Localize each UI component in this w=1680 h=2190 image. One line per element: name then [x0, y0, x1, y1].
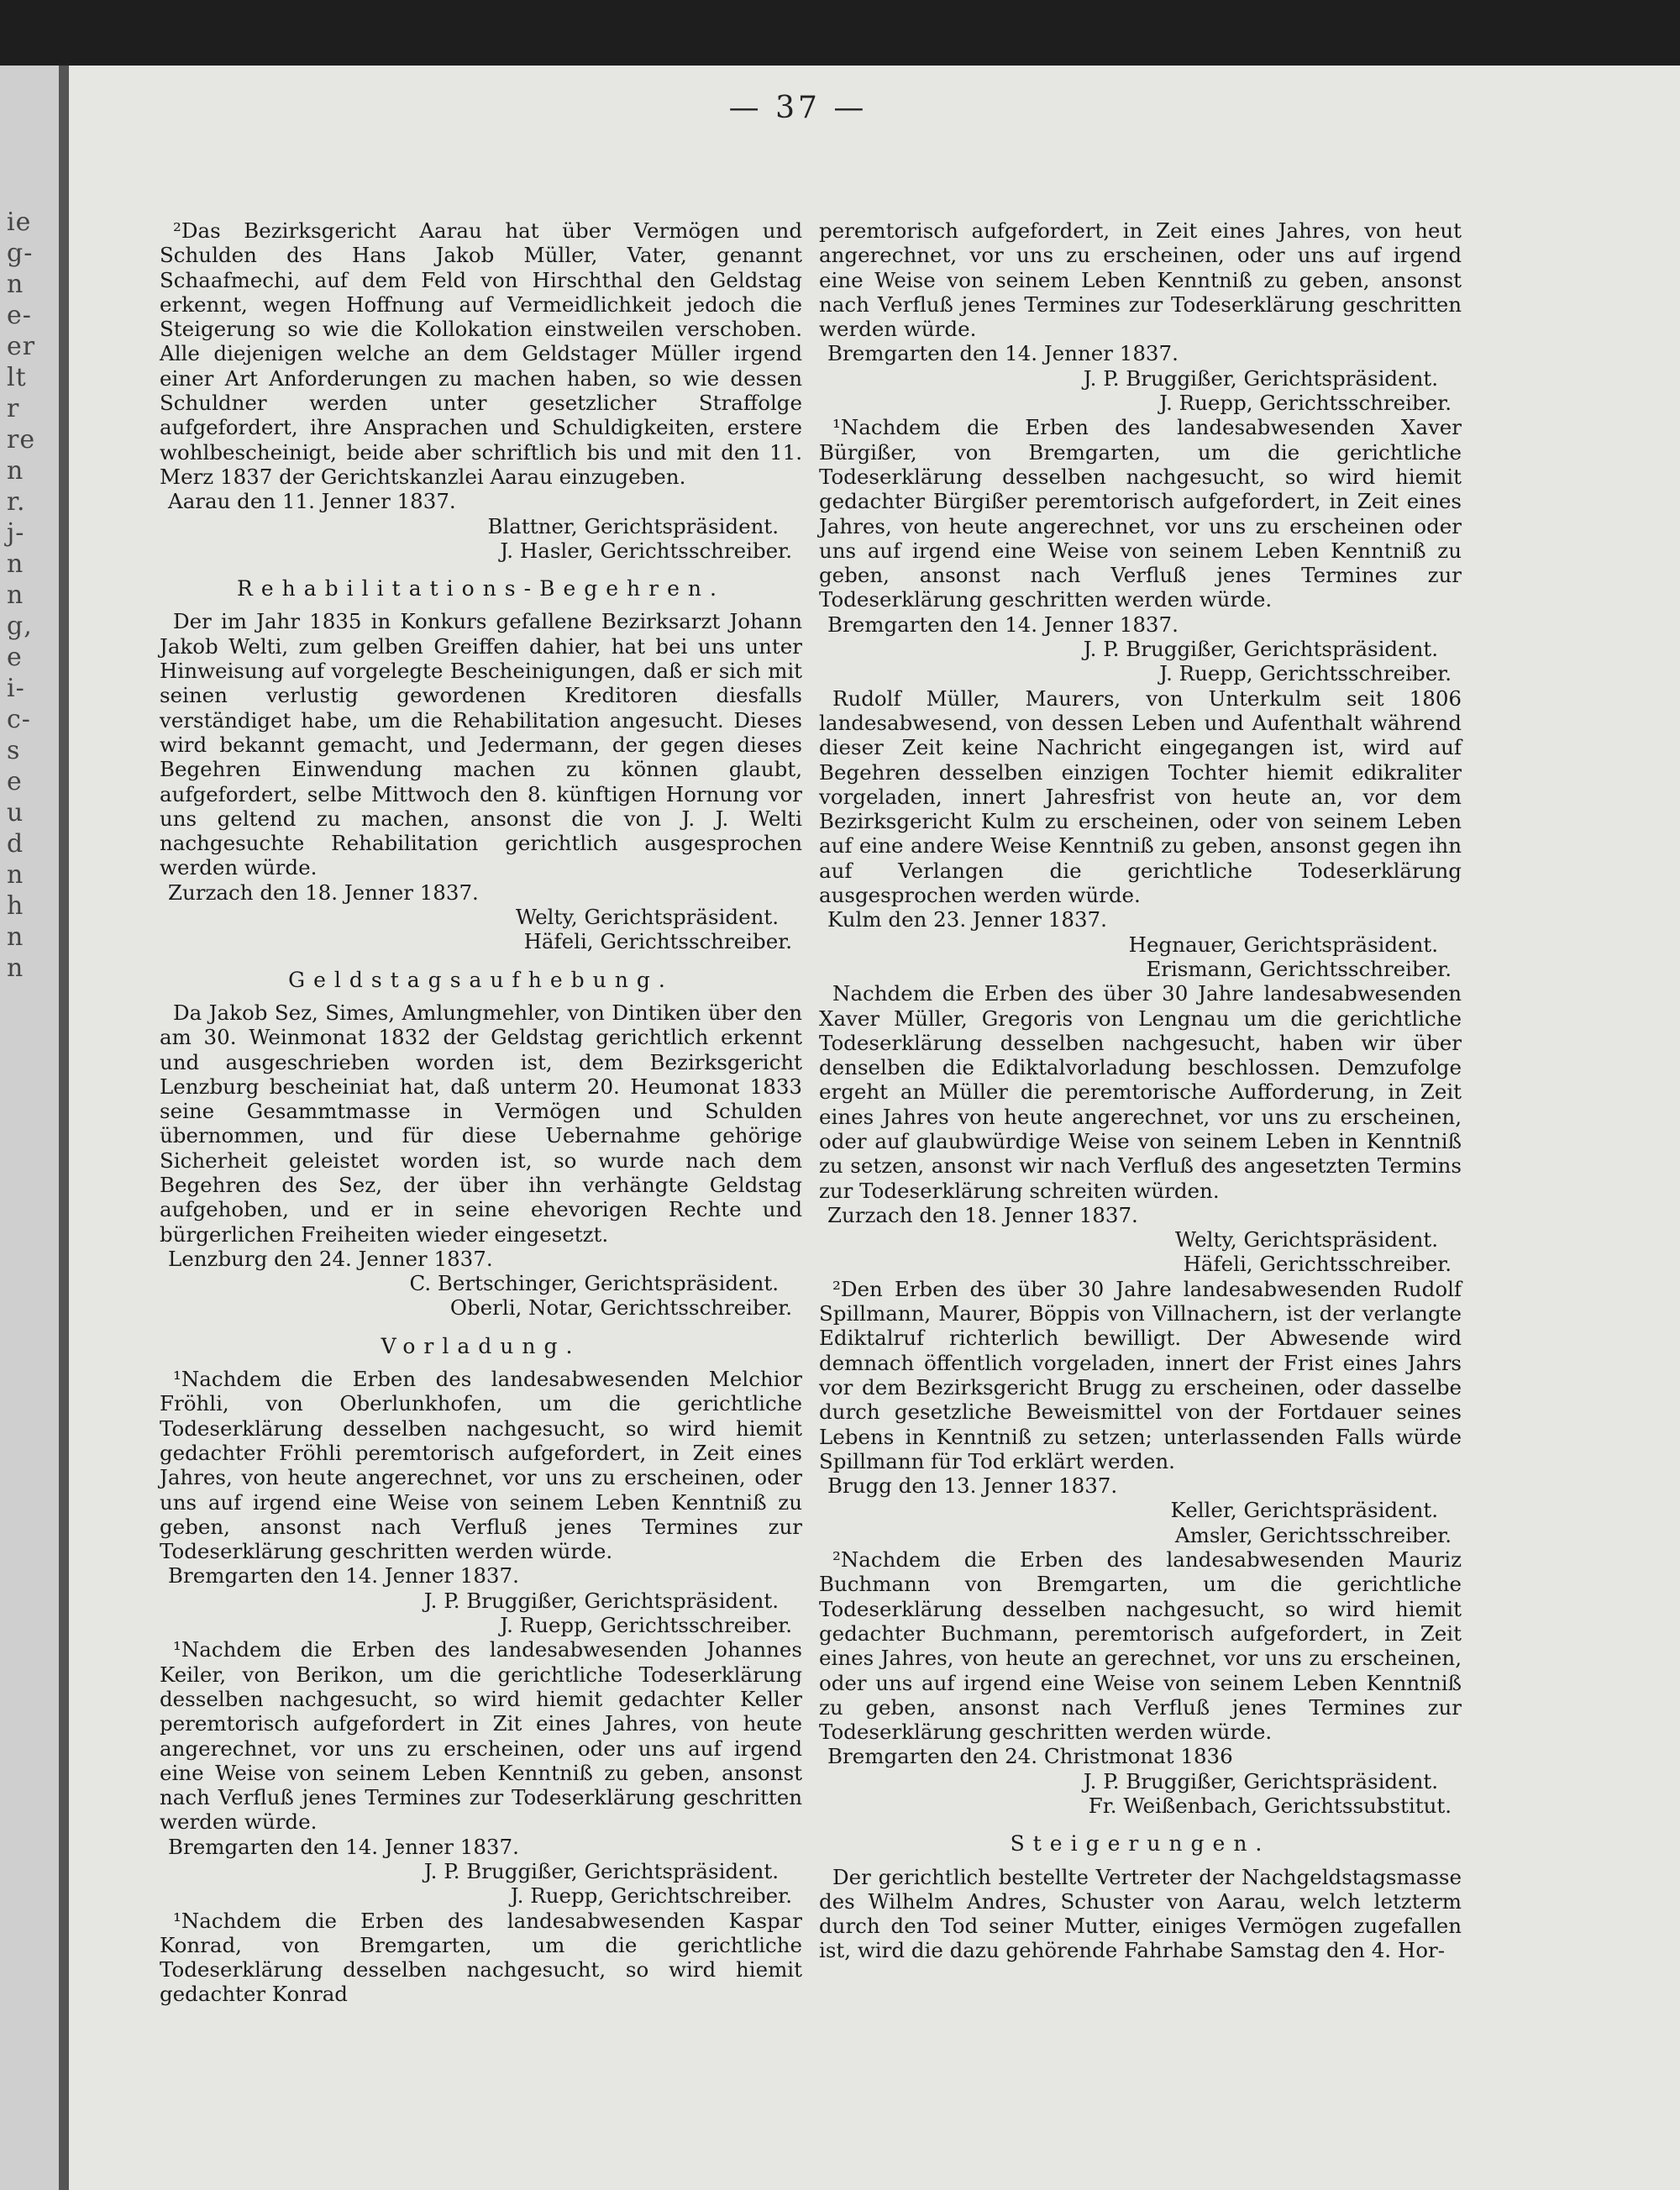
notice-text: Nachdem die Erben des über 30 Jahre landesabwesenden Xaver Müller, Gregoris von Lengnau um die gerichtliche Todeserklärung desselben nachgesucht, haben wir über denselben die Ediktalvorladung beschlossen. Demzufolge ergeht an Müller die peremtorische Aufforderung, in Zeit eines Jahres von heute angerechnet, vor uns zu erscheinen, oder auf glaubwürdige Weise von seinem Leben in Kenntniß zu setzen, ansonst wir nach Verfluß des angesetzten Termins zur Todeserklärung schreiten würden.: [819, 981, 1462, 1203]
adjacent-page-fragment: h: [7, 891, 24, 921]
adjacent-page-fragment: r: [7, 394, 20, 423]
adjacent-page-fragment: c-: [7, 705, 31, 734]
notice-place-date: Brugg den 13. Jenner 1837.: [827, 1473, 1118, 1499]
notice-text: Rudolf Müller, Maurers, von Unterkulm seit 1806 landesabwesend, von dessen Leben und Aufenthalt während dieser Zeit keine Nachricht eingegangen ist, wird auf Begehren desselben einzigen Tochter hiemit edikraliter vorgeladen, innert Jahresfrist von heute an, vor dem Bezirksgericht Kulm zu erscheinen, oder von seinem Leben auf eine andere Weise Kenntniß zu geben, ansonst gegen ihn auf Verlangen die gerichtliche Todeserklärung ausgesprochen werden würde.: [819, 685, 1462, 908]
notice-signature: J. P. Bruggißer, Gerichtspräsident.: [1083, 637, 1438, 662]
notice-signature: Erismann, Gerichtsschreiber.: [1146, 956, 1452, 981]
adjacent-page-fragment: n: [7, 270, 24, 299]
adjacent-page-fragment: n: [7, 549, 24, 579]
notice-signature: J. P. Bruggißer, Gerichtspräsident.: [423, 1859, 779, 1883]
notice-place-date: Kulm den 23. Jenner 1837.: [827, 907, 1107, 932]
notice-signature: J. Ruepp, Gerichtschreiber.: [510, 1883, 792, 1909]
adjacent-page-fragment: n: [7, 456, 24, 486]
notice-signature: J. P. Bruggißer, Gerichtspräsident.: [1083, 365, 1438, 391]
notice-text: ²Nachdem die Erben des landesabwesenden Mauriz Buchmann von Bremgarten, um die gerichtliche Todeserklärung desselben nachgesucht, so wird hiemit gedachter Buchmann, peremtorisch aufgefordert, in Zeit eines Jahres, von heute an gerechnet, vor uns zu erscheinen, oder uns auf irgend eine Weise von seinem Leben Kenntniß zu geben, ansonst nach Verfluß jenes Termines zur Todeserklärung geschritten werden würde.: [819, 1547, 1462, 1745]
notice-signature: Häfeli, Gerichtsschreiber.: [523, 929, 792, 954]
left-column: [160, 218, 802, 2007]
scan-top-border: [0, 0, 1680, 66]
notice-signature: Oberli, Notar, Gerichtsschreiber.: [449, 1295, 792, 1321]
notice-signature: Keller, Gerichtspräsident.: [1170, 1498, 1438, 1523]
adjacent-page-fragment: er: [7, 332, 36, 361]
adjacent-page-fragment: re: [7, 425, 36, 454]
adjacent-page-fragment: e-: [7, 301, 32, 330]
section-heading: Geldstagsaufhebung.: [288, 967, 674, 992]
notice-text: Der im Jahr 1835 in Konkurs gefallene Bezirksarzt Johann Jakob Welti, zum gelben Greiffen dahier, hat bei uns unter Hinweisung auf vorgelegte Bescheinigungen, daß er sich mit seinen verlustig gewordenen Kreditoren diesfalls verständiget habe, um die Rehabilitation angesucht. Dieses wird bekannt gemacht, und Jedermann, der gegen dieses Begehren Einwendung machen zu können glaubt, aufgefordert, selbe Mittwoch den 8. künftigen Hornung vor uns geltend zu machen, ansonst die von J. J. Welti nachgesuchte Rehabilitation gerichtlich ausgesprochen werden würde.: [160, 609, 802, 880]
adjacent-page-fragment: d: [7, 829, 24, 859]
notice-text: ¹Nachdem die Erben des landesabwesenden Johannes Keiler, von Berikon, um die gerichtliche Todeserklärung desselben nachgesucht, so wird hiemit gedachter Keller peremtorisch aufgefordert in Zit eines Jahres, von heute angerechnet, vor uns zu erscheinen, oder uns auf irgend eine Weise von seinem Leben Kenntniß zu geben, ansonst nach Verfluß jenes Termines zur Todeserklärung geschritten werden würde.: [160, 1637, 802, 1835]
adjacent-page-fragment: lt: [7, 363, 27, 392]
notice-place-date: Aarau den 11. Jenner 1837.: [168, 489, 456, 514]
adjacent-page-fragment: n: [7, 860, 24, 890]
notice-signature: J. Ruepp, Gerichtsschreiber.: [500, 1613, 792, 1638]
adjacent-page-fragment: g,: [7, 612, 33, 641]
notice-signature: Blattner, Gerichtspräsident.: [487, 513, 779, 538]
adjacent-page-fragment: j-: [7, 518, 25, 548]
notice-signature: J. Ruepp, Gerichtsschreiber.: [1159, 661, 1452, 686]
notice-text: ¹Nachdem die Erben des landesabwesenden Kaspar Konrad, von Bremgarten, um die gerichtliche Todeserklärung desselben nachgesucht, so wird hiemit gedachter Konrad: [160, 1908, 802, 2007]
adjacent-page-fragment: n: [7, 922, 24, 952]
adjacent-page-fragment: s: [7, 736, 21, 765]
notice-signature: J. Ruepp, Gerichtsschreiber.: [1159, 391, 1452, 416]
adjacent-page-edge: [0, 66, 59, 2190]
adjacent-page-fragment: r.: [7, 487, 26, 517]
notice-place-date: Bremgarten den 14. Jenner 1837.: [827, 341, 1179, 366]
notice-text: ¹Nachdem die Erben des landesabwesenden Melchior Fröhli, von Oberlunkhofen, um die gerichtliche Todeserklärung desselben nachgesucht, so wird hiemit gedachter Fröhli peremtorisch aufgefordert, in Zeit eines Jahres, von heute angerechnet, vor uns zu erscheinen, oder uns auf irgend eine Weise von seinem Leben Kenntniß zu geben, ansonst nach Verfluß jenes Termines zur Todeserklärung geschritten werden würde.: [160, 1367, 802, 1564]
adjacent-page-fragment: e: [7, 643, 23, 672]
notice-text: Der gerichtlich bestellte Vertreter der Nachgeldstagsmasse des Wilhelm Andres, Schuster von Aarau, welch letzterm durch den Tod seiner Mutter, einiges Vermögen zugefallen ist, wird die dazu gehörende Fahrhabe Samstag den 4. Hor-: [819, 1864, 1462, 1963]
adjacent-page-fragment: u: [7, 798, 24, 827]
adjacent-page-fragment: n: [7, 580, 24, 610]
section-heading: Vorladung.: [381, 1333, 581, 1358]
section-heading: Rehabilitations-Begehren.: [237, 576, 725, 601]
notice-text: ²Das Bezirksgericht Aarau hat über Vermögen und Schulden des Hans Jakob Müller, Vater, genannt Schaafmechi, auf dem Feld von Hirschthal den Geldstag erkennt, wegen Hoffnung auf Vermeidlichkeit jedoch die Steigerung so wie die Kollokation einstweilen verschoben. Alle diejenigen welche an dem Geldstager Müller irgend einer Art Anforderungen zu machen haben, so wie dessen Schuldner werden unter gesetzlicher Straffolge aufgefordert, ihre Ansprachen und Schuldigkeiten, erstere wohlbescheinigt, beide aber schriftlich bis und mit den 11. Merz 1837 der Gerichtskanzlei Aarau einzugeben.: [160, 218, 802, 489]
notice-place-date: Zurzach den 18. Jenner 1837.: [168, 880, 479, 905]
notice-signature: C. Bertschinger, Gerichtspräsident.: [409, 1271, 779, 1296]
adjacent-page-fragment: n: [7, 953, 24, 983]
notice-signature: Amsler, Gerichtsschreiber.: [1174, 1522, 1452, 1547]
notice-place-date: Bremgarten den 24. Christmonat 1836: [827, 1744, 1233, 1769]
section-heading: Steigerungen.: [1010, 1831, 1271, 1857]
adjacent-page-fragment: e: [7, 767, 23, 796]
notice-text: Da Jakob Sez, Simes, Amlungmehler, von Dintiken über den am 30. Weinmonat 1832 der Geldstag gerichtlich erkennt und ausgeschrieben worden ist, dem Bezirksgericht Lenzburg bescheiniat hat, daß unterm 20. Heumonat 1833 seine Gesammtmasse in Vermögen und Schulden übernommen, und für diese Uebernahme gehörige Sicherheit geleistet worden ist, so wurde nach dem Begehren des Sez, der über ihn verhängte Geldstag aufgehoben, und er in seine ehevorigen Rechte und bürgerlichen Freiheiten wieder eingesetzt.: [160, 1000, 802, 1247]
notice-signature: Welty, Gerichtspräsident.: [1174, 1227, 1438, 1253]
notice-signature: Häfeli, Gerichtsschreiber.: [1183, 1252, 1452, 1277]
notice-signature: Fr. Weißenbach, Gerichtssubstitut.: [1088, 1793, 1452, 1818]
notice-place-date: Zurzach den 18. Jenner 1837.: [827, 1202, 1138, 1227]
notice-text: ²Den Erben des über 30 Jahre landesabwesenden Rudolf Spillmann, Maurer, Böppis von Villnachern, ist der verlangte Ediktalruf richterlich bewilligt. Der Abwesende wird demnach öffentlich vorgeladen, innert der Frist eines Jahrs vor dem Bezirksgericht Brugg zu erscheinen, oder dasselbe durch gesetzliche Beweismittel von der Fortdauer seines Lebens in Kenntniß zu setzen; unterlassenden Falls würde Spillmann für Tod erklärt werden.: [819, 1276, 1462, 1473]
notice-place-date: Lenzburg den 24. Jenner 1837.: [168, 1246, 493, 1271]
adjacent-page-fragment: i-: [7, 674, 25, 703]
right-column: [819, 218, 1462, 1963]
notice-place-date: Bremgarten den 14. Jenner 1837.: [168, 1563, 519, 1589]
page-number: — 37 —: [728, 91, 868, 125]
notice-signature: Hegnauer, Gerichtspräsident.: [1128, 932, 1438, 957]
notice-signature: Welty, Gerichtspräsident.: [515, 905, 779, 930]
notice-signature: J. Hasler, Gerichtsschreiber.: [500, 538, 792, 563]
book-gutter: [59, 66, 69, 2190]
notice-place-date: Bremgarten den 14. Jenner 1837.: [168, 1834, 519, 1859]
notice-signature: J. P. Bruggißer, Gerichtspräsident.: [1083, 1768, 1438, 1793]
notice-signature: J. P. Bruggißer, Gerichtspräsident.: [423, 1588, 779, 1613]
notice-text: peremtorisch aufgefordert, in Zeit eines Jahres, von heut angerechnet, vor uns zu erscheinen, oder uns auf irgend eine Weise von seinem Leben Kenntniß zu geben, ansonst nach Verfluß jenes Termines zur Todeserklärung geschritten werden würde.: [819, 218, 1462, 342]
adjacent-page-fragment: ie: [7, 207, 32, 237]
notice-text: ¹Nachdem die Erben des landesabwesenden Xaver Bürgißer, von Bremgarten, um die gerichtliche Todeserklärung desselben nachgesucht, so wird hiemit gedachter Bürgißer peremtorisch aufgefordert, in Zeit eines Jahres, von heute angerechnet, vor uns zu erscheinen oder uns auf irgend eine Weise von seinem Leben Kenntniß zu geben, ansonst nach Verfluß jenes Termines zur Todeserklärung geschritten werden würde.: [819, 415, 1462, 612]
notice-place-date: Bremgarten den 14. Jenner 1837.: [827, 612, 1179, 637]
adjacent-page-fragment: g-: [7, 239, 34, 268]
